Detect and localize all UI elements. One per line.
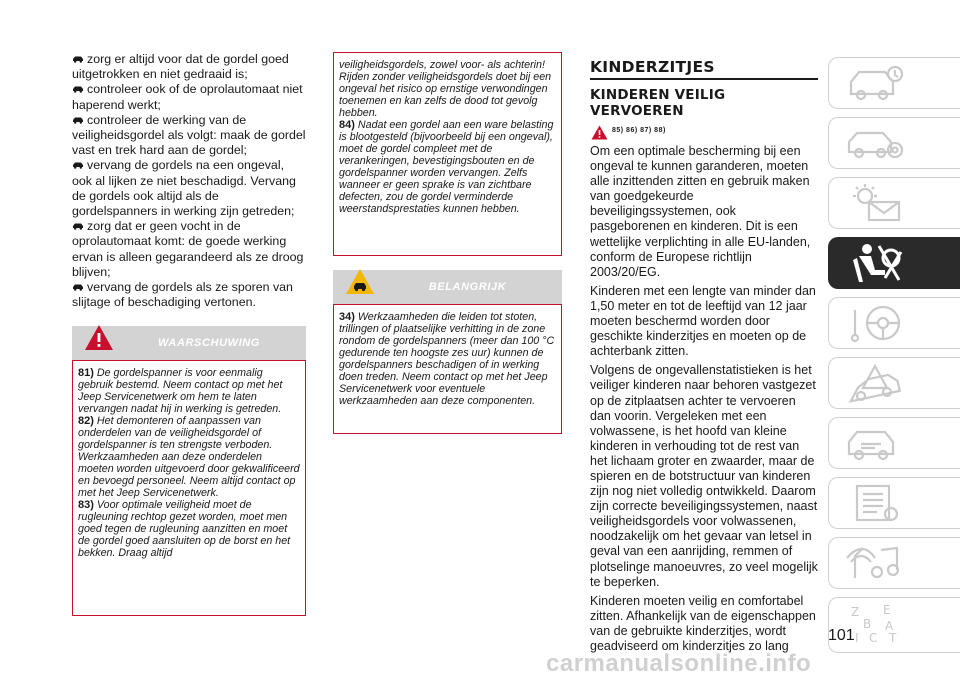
- car-seatbelt-icon: [72, 55, 84, 63]
- important-section: [333, 270, 562, 434]
- svg-text:C: C: [869, 631, 878, 644]
- note-text: Nadat een gordel aan een ware belasting is blootgesteld (bijvoorbeeld bij een ongeval), moet de gordel compleet met de verankeringen, bevestigingsbouten en de gordelspanner worden vervangen. Zelfs wanneer er geen sprake is van zichtbare defecten, zou de gordel verminderde weerstandsprestaties kunnen hebben.: [339, 119, 554, 215]
- tab-technical-data[interactable]: [828, 477, 960, 529]
- important-box: [333, 304, 562, 434]
- warning-triangle-icon: [591, 125, 608, 140]
- warning-lights-icon: [845, 182, 905, 224]
- tab-maintenance[interactable]: [828, 417, 960, 469]
- list-item-text: vervang de gordels als ze sporen van slijtage of beschadiging vertonen.: [72, 280, 293, 310]
- reference-numbers: 85) 86) 87) 88): [612, 127, 666, 134]
- note: [78, 499, 300, 559]
- technical-data-icon: [845, 482, 905, 524]
- note-number: 83): [78, 499, 94, 512]
- tab-controls[interactable]: [828, 117, 960, 169]
- tab-emergency[interactable]: [828, 357, 960, 409]
- steering-start-icon: [845, 302, 905, 344]
- car-seatbelt-icon: [72, 116, 84, 124]
- dashboard-car-icon: [845, 62, 905, 104]
- car-seatbelt-icon: [72, 161, 84, 169]
- list-item: [72, 219, 306, 280]
- svg-text:B: B: [863, 617, 872, 631]
- tab-driving[interactable]: [828, 297, 960, 349]
- car-controls-icon: [845, 122, 905, 164]
- tab-dashboard[interactable]: [828, 57, 960, 109]
- list-item-text: controleer de werking van de veiligheidsgordel als volgt: maak de gordel vast en trek hard aan de gordel;: [72, 112, 306, 158]
- maintenance-car-icon: [845, 422, 905, 464]
- list-item: [72, 113, 306, 159]
- tab-safety[interactable]: [828, 237, 960, 289]
- note: [339, 119, 556, 215]
- svg-text:E: E: [883, 603, 891, 617]
- note-continued: veiligheidsgordels, zowel voor- als achterin! Rijden zonder veiligheidsgordels doet bij een ongeval het risico op ernstige verwondingen toenemen en kan zelfs de dood tot gevolg hebben.: [339, 59, 552, 119]
- column-right: [590, 58, 818, 658]
- note-number: 34): [339, 311, 355, 323]
- important-title: BELANGRIJK: [428, 281, 507, 293]
- paragraph: Kinderen moeten veilig en comfortabel zitten. Afhankelijk van de eigenschappen van de gebruikte kinderzitjes, wordt geadviseerd om kinderzitjes zo lang: [590, 593, 816, 653]
- section-heading: KINDERZITJES: [590, 58, 715, 76]
- list-item: [72, 52, 306, 82]
- page-number: 101: [828, 627, 855, 644]
- paragraph: Kinderen met een lengte van minder dan 1,50 meter en tot de leeftijd van 12 jaar moeten beschermd worden door geschikte kinderzitjes en moeten op de achterbank zitten.: [590, 283, 816, 359]
- note-text: De gordelspanner is voor eenmalig gebruik bestemd. Neem contact op met het Jeep Servicenetwerk om hem te laten vervangen nadat hij in werking is getreden.: [78, 367, 283, 416]
- note-number: 82): [78, 415, 94, 428]
- paragraph: Om een optimale bescherming bij een ongeval te kunnen garanderen, moeten alle inzittenden zitten en gebruik maken van goedgekeurde beveiligingssystemen, ook pasgeborenen en kinderen. Dit is een wettelijke verplichting in alle EU-landen, conform de Europese richtlijn 2003/20/EG.: [590, 144, 811, 279]
- warning-box-continued: [333, 52, 562, 256]
- note-text: Werkzaamheden die leiden tot stoten, trillingen of plaatselijke verhitting in de zone rondom de gordelspanners (meer dan 100 °C gedurende ten hoogste zes uur) kunnen de gordelspanners beschadigen of in werking doen treden. Neem contact op met het Jeep Servicenetwerk voor eventuele werkzaamheden aan deze componenten.: [339, 311, 555, 407]
- note-number: 81): [78, 367, 94, 380]
- car-seatbelt-icon: [72, 222, 84, 230]
- list-item: [72, 158, 306, 219]
- list-item-text: vervang de gordels na een ongeval, ook al lijken ze niet beschadigd. Vervang de gordels ook altijd als de gordelspanners in werking zijn getreden;: [72, 158, 296, 219]
- car-seatbelt-icon: [72, 283, 84, 291]
- warning-references: [590, 125, 818, 141]
- warning-section: [72, 326, 306, 616]
- paragraph: Volgens de ongevallenstatistieken is het veiliger kinderen naar behoren vastgezet op de zitplaatsen achter te vervoeren dan voorin. Vergeleken met een volwassene, is het hoofd van kleine kinderen in verhouding tot de rest van het lichaam groter en zwaarder, maar de spieren en de botstructuur van kinderen zijn nog niet volledig ontwikkeld. Daarom zijn correcte beveiligingssystemen, naast veiligheidsgordels voor volwassenen, noodzakelijk om het gevaar van letsel in geval van een aanrijding, remmen of plotselinge manoeuvres, zo veel mogelijk te beperken.: [590, 363, 818, 589]
- svg-text:Z: Z: [851, 605, 860, 619]
- heading-rule: [590, 78, 818, 80]
- seat-airbag-icon: [845, 242, 905, 284]
- list-item-text: controleer ook of de oprolautomaat niet haperend werkt;: [72, 82, 303, 112]
- important-header: [333, 270, 562, 304]
- warning-box: [72, 360, 306, 616]
- list-item-text: zorg dat er geen vocht in de oprolautomaat komt: de goede werking ervan is alleen gegarandeerd als ze droog blijven;: [72, 219, 304, 279]
- note: [78, 415, 300, 499]
- tab-multimedia[interactable]: [828, 537, 960, 589]
- list-item: [72, 82, 306, 112]
- watermark: carmanualsonline.info: [546, 650, 812, 677]
- note: [339, 311, 556, 407]
- svg-text:A: A: [885, 619, 894, 633]
- note: [78, 367, 300, 415]
- svg-text:I: I: [855, 631, 859, 644]
- note-text: Het demonteren of aanpassen van onderdelen van de veiligheidsgordel of gordelspanner is ten strengste verboden. Werkzaamheden aan deze onderdelen moeten worden uitgevoerd door gekwalificeerd en bevoegd personeel. Neem altijd contact op met het Jeep Servicenetwerk.: [78, 415, 300, 500]
- list-item: [72, 280, 306, 310]
- warning-header: [72, 326, 306, 360]
- emergency-car-icon: [845, 362, 905, 404]
- list-item-text: zorg er altijd voor dat de gordel goed uitgetrokken en niet gedraaid is;: [72, 52, 289, 82]
- subsection-heading: KINDEREN VEILIG VERVOEREN: [590, 87, 726, 119]
- multimedia-icon: [845, 542, 905, 584]
- svg-text:T: T: [889, 631, 897, 644]
- tab-warning-lights[interactable]: [828, 177, 960, 229]
- car-seatbelt-icon: [72, 85, 84, 93]
- bullet-list: [72, 52, 306, 310]
- note-text: Voor optimale veiligheid moet de rugleuning rechtop gezet worden, moet men goed tegen de rugleuning aanzitten en moet de gordel goed aansluiten op de borst en het bekken. Draag altijd: [78, 499, 291, 560]
- chapter-tabs: [828, 57, 960, 661]
- column-middle: [333, 52, 562, 434]
- warning-title: WAARSCHUWING: [158, 337, 260, 350]
- column-left: [72, 52, 306, 616]
- note-number: 84): [339, 119, 355, 131]
